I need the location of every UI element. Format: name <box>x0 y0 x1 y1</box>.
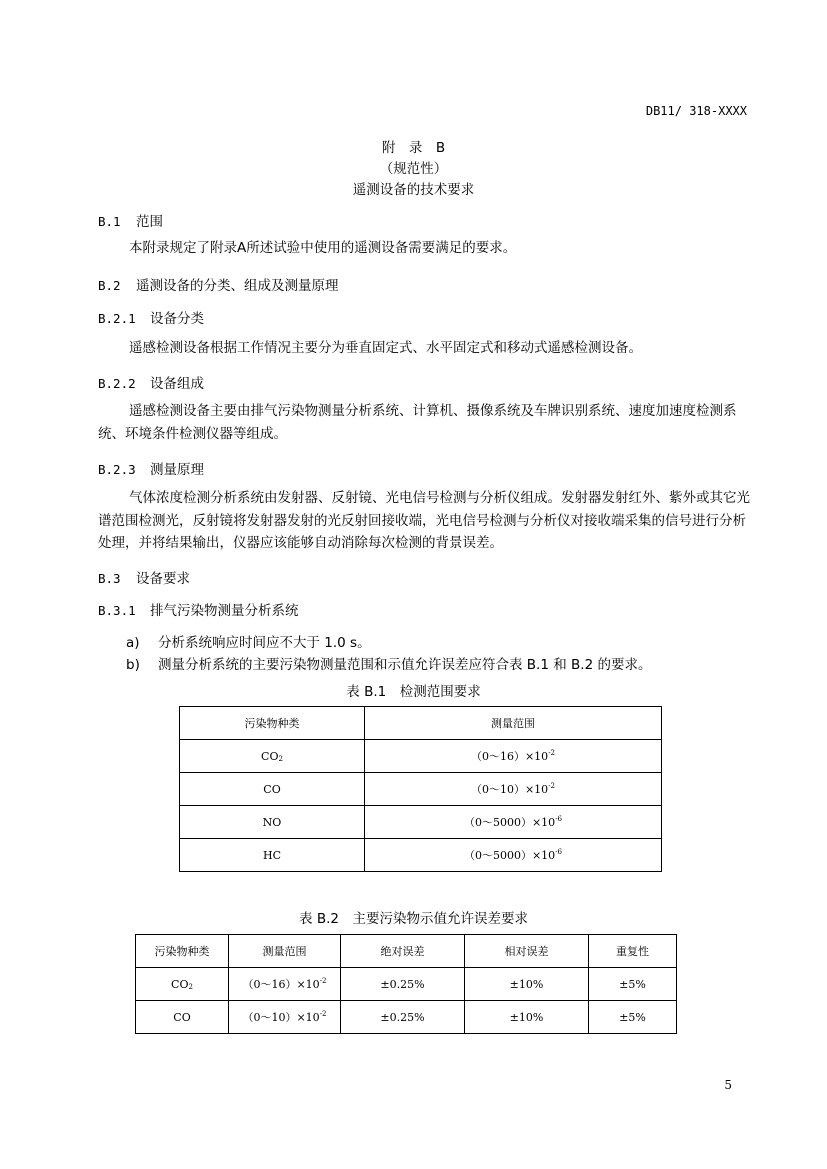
table-header-cell: 重复性 <box>589 935 677 968</box>
range-cell: $(0\sim 5000)\times 10^{-6}$ <box>365 806 662 839</box>
pollutant-cell: HC <box>180 839 365 872</box>
section-b1-heading <box>98 210 163 230</box>
table-b1 <box>179 706 662 872</box>
pollutant-cell: CO <box>136 1001 229 1034</box>
section-b3-heading <box>98 567 190 587</box>
section-number: B.3 <box>98 571 121 586</box>
list-item <box>126 653 651 673</box>
pollutant-cell: $CO_2$ <box>136 968 229 1001</box>
section-title: 排气污染物测量分析系统 <box>150 603 299 619</box>
table-b1-caption: 表 B.1 检测范围要求 <box>346 684 481 700</box>
table-row <box>136 1001 677 1034</box>
section-number: B.2.2 <box>98 376 136 391</box>
section-number: B.2.1 <box>98 311 136 326</box>
list-text: 测量分析系统的主要污染物测量范围和示值允许误差应符合表 B.1 和 B.2 的要求。 <box>158 657 652 673</box>
section-number: B.1 <box>98 214 121 229</box>
pollutant-cell: NO <box>180 806 365 839</box>
section-title: 范围 <box>136 214 163 230</box>
table-header-cell: 相对误差 <box>465 935 589 968</box>
table-row <box>180 773 662 806</box>
relative-error-cell: ±10% <box>465 968 589 1001</box>
table-header-cell: 污染物种类 <box>180 707 365 740</box>
absolute-error-cell: ±0.25% <box>341 1001 465 1034</box>
section-title: 设备组成 <box>150 376 204 392</box>
section-title: 设备分类 <box>150 311 204 327</box>
list-item <box>126 631 371 651</box>
repeatability-cell: ±5% <box>589 968 677 1001</box>
table-header-row <box>180 707 662 740</box>
appendix-nature: （规范性） <box>379 161 448 177</box>
list-marker: a) <box>126 635 140 651</box>
absolute-error-cell: ±0.25% <box>341 968 465 1001</box>
table-row <box>136 968 677 1001</box>
range-cell: $(0\sim 10)\times 10^{-2}$ <box>229 1001 341 1034</box>
table-header-cell: 绝对误差 <box>341 935 465 968</box>
table-row <box>180 740 662 773</box>
section-number: B.2.3 <box>98 462 136 477</box>
section-b31-heading <box>98 599 299 619</box>
table-header-cell: 测量范围 <box>229 935 341 968</box>
table-header-cell: 污染物种类 <box>136 935 229 968</box>
table-header-cell: 测量范围 <box>365 707 662 740</box>
section-b23-heading <box>98 458 204 478</box>
section-b21-heading <box>98 307 204 327</box>
table-b2-caption: 表 B.2 主要污染物示值允许误差要求 <box>299 911 528 927</box>
page-number: 5 <box>724 1078 732 1092</box>
section-b22-heading <box>98 372 204 392</box>
table-row <box>180 839 662 872</box>
section-b1-text: 本附录规定了附录A所述试验中使用的遥测设备需要满足的要求。 <box>129 240 517 256</box>
appendix-title: 附 录 B <box>381 140 446 156</box>
section-b22-text: 遥感检测设备主要由排气污染物测量分析系统、计算机、摄像系统及车牌识别系统、速度加速度检测系统、环境条件检测仪器等组成。 <box>98 403 737 442</box>
list-text: 分析系统响应时间应不大于 1.0 s。 <box>158 635 371 651</box>
relative-error-cell: ±10% <box>465 1001 589 1034</box>
list-marker: b) <box>126 657 140 673</box>
range-cell: $(0\sim 16)\times 10^{-2}$ <box>365 740 662 773</box>
section-title: 遥测设备的分类、组成及测量原理 <box>136 278 339 294</box>
range-cell: $(0\sim 5000)\times 10^{-6}$ <box>365 839 662 872</box>
section-b21-text: 遥感检测设备根据工作情况主要分为垂直固定式、水平固定式和移动式遥感检测设备。 <box>129 340 642 356</box>
pollutant-cell: $CO_2$ <box>180 740 365 773</box>
range-cell: $(0\sim 10)\times 10^{-2}$ <box>365 773 662 806</box>
section-number: B.3.1 <box>98 603 136 618</box>
table-b2 <box>135 934 677 1034</box>
table-row <box>180 806 662 839</box>
range-cell: $(0\sim 16)\times 10^{-2}$ <box>229 968 341 1001</box>
section-b23-text: 气体浓度检测分析系统由发射器、反射镜、光电信号检测与分析仪组成。发射器发射红外、紫外或其它光谱范围检测光，反射镜将发射器发射的光反射回接收端，光电信号检测与分析仪对接收端采集的信号进行分析处理，并将结果输出，仪器应该能够自动消除每次检测的背景误差。 <box>98 490 750 551</box>
table-header-row <box>136 935 677 968</box>
section-number: B.2 <box>98 278 121 293</box>
appendix-name: 遥测设备的技术要求 <box>352 182 475 198</box>
document-code: DB11/ 318-XXXX <box>645 104 747 118</box>
section-title: 设备要求 <box>136 571 190 587</box>
pollutant-cell: CO <box>180 773 365 806</box>
section-b2-heading <box>98 274 339 294</box>
repeatability-cell: ±5% <box>589 1001 677 1034</box>
section-title: 测量原理 <box>150 462 204 478</box>
